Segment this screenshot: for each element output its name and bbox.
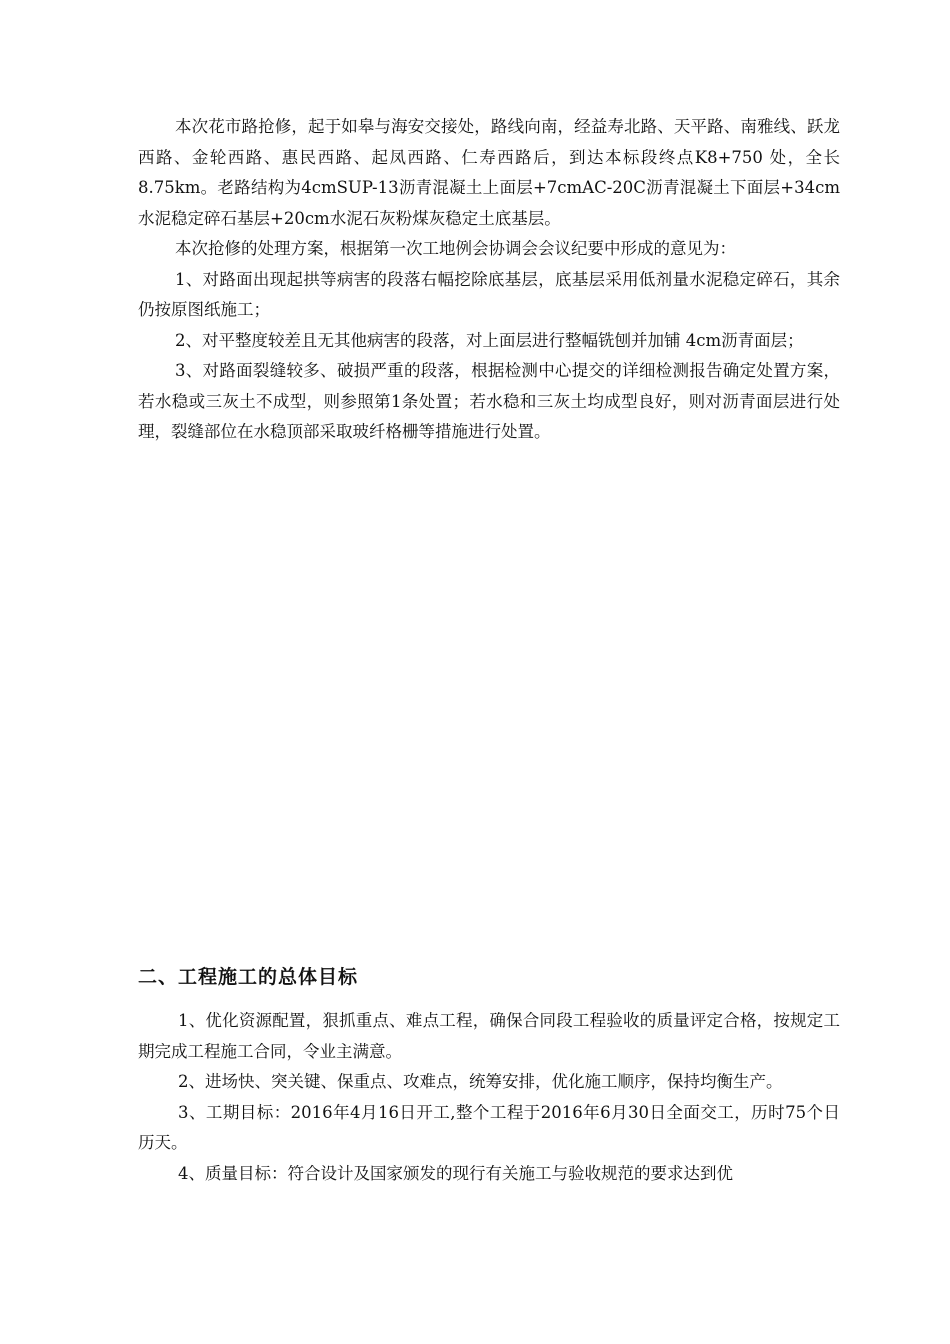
goal-item-2: 2、进场快、突关键、保重点、攻难点，统筹安排，优化施工顺序，保持均衡生产。 <box>178 1072 783 1091</box>
paragraph-treatment-item-1: 1、对路面出现起拱等病害的段落右幅挖除底基层，底基层采用低剂量水泥稳定碎石，其余仍按原图纸施工； <box>138 269 840 319</box>
goal-item-4: 4、质量目标：符合设计及国家颁发的现行有关施工与验收规范的要求达到优 <box>178 1163 733 1183</box>
paragraph-route-overview: 本次花市路抢修，起于如皋与海安交接处，路线向南，经益寿北路、天平路、南雅线、跃龙西路、金轮西路、惠民西路、起凤西路、仁寿西路后，到达本标段终点K8+750 处，全长8.75km。老路结构为4cmSUP-13沥青混凝土上面层+7cmAC-20C沥青混凝土下面层+34cm水泥稳定碎石基层+20cm水泥石灰粉煤灰稳定土底基层。 <box>138 117 840 228</box>
project-description-section <box>138 112 840 448</box>
overall-goals-section <box>138 1006 840 1189</box>
paragraph-treatment-item-2: 2、对平整度较差且无其他病害的段落，对上面层进行整幅铣刨并加铺 4cm沥青面层； <box>175 330 804 350</box>
goal-item-3: 3、工期目标：2016年4月16日开工,整个工程于2016年6月30日全面交工，历时75个日历天。 <box>138 1102 840 1152</box>
section-heading-overall-goals: 二、工程施工的总体目标 <box>138 966 359 988</box>
paragraph-treatment-item-3: 3、对路面裂缝较多、破损严重的段落，根据检测中心提交的详细检测报告确定处置方案，若水稳或三灰土不成型，则参照第1条处置；若水稳和三灰土均成型良好，则对沥青面层进行处理，裂缝部位在水稳顶部采取玻纤格栅等措施进行处置。 <box>138 361 840 441</box>
goal-item-1: 1、优化资源配置，狠抓重点、难点工程，确保合同段工程验收的质量评定合格，按规定工期完成工程施工合同，令业主满意。 <box>138 1011 840 1061</box>
paragraph-treatment-plan-intro: 本次抢修的处理方案，根据第一次工地例会协调会会议纪要中形成的意见为： <box>175 239 736 258</box>
